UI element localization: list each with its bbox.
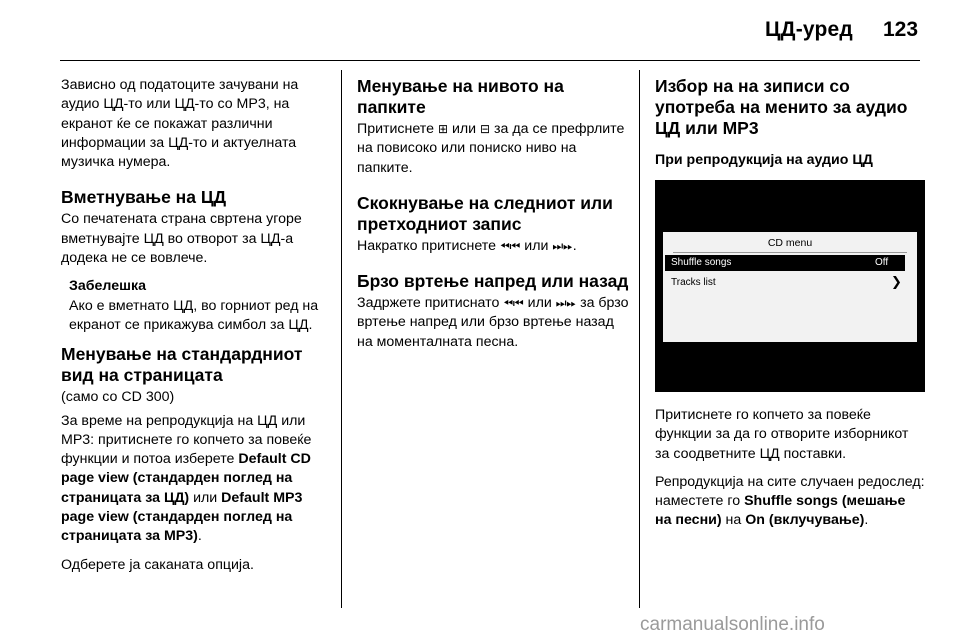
next-track-icon: ⏭︎⏩︎ [552, 238, 573, 253]
random-text-part: Репродукција на сите случаен редослед: наместете го [655, 473, 925, 510]
std-text-part: За време на репродукција на ЦД или MP3: притиснете го копчето за повеќе функции и потоа изберете [61, 412, 312, 468]
folder-or: или [448, 121, 481, 137]
intro-paragraph: Зависно од податоците зачувани на аудио ЦД-то или ЦД-то со MP3, на екранот ќе се покажат различни информации за ЦД-то и актуелната музичка нумера. [61, 77, 299, 171]
skip-track-text [357, 237, 629, 256]
cd-menu-title: CD menu [767, 237, 813, 249]
fast-text-part: Задржете притиснато [357, 295, 504, 312]
std-view-heading: Менување на стандардниот вид на страницата [61, 344, 303, 386]
std-view-subtitle: (само со CD 300) [61, 389, 175, 406]
page-title: ЦД-уред [765, 18, 853, 41]
folder-down-icon: ⊟ [480, 122, 491, 136]
column-1 [61, 76, 333, 584]
insert-cd-heading: Вметнување на ЦД [61, 187, 227, 208]
skip-text-part: Накратко притиснете [357, 237, 500, 254]
watermark: carmanualsonline.info [640, 614, 825, 635]
column-divider-2 [639, 70, 640, 608]
audio-cd-playback-heading: При репродукција на аудио ЦД [655, 152, 873, 168]
folder-text-part: Притиснете [357, 121, 438, 137]
folder-level-heading: Менување на нивото на папките [357, 76, 564, 117]
cd-menu-screenshot [655, 180, 925, 392]
column-2 [357, 76, 629, 361]
skip-track-heading: Скокнување на следниот или претходниот запис [357, 192, 613, 234]
previous-track-icon: ⏪︎⏮︎ [499, 238, 521, 253]
on-option: On (вклучување) [745, 512, 865, 529]
fast-text-part-2: за брзо вртење напред или брзо вртење назад на моменталната песна. [357, 295, 629, 350]
page-number: 123 [883, 18, 919, 41]
shuffle-songs-value: Off [875, 257, 889, 268]
cd-menu-separator [673, 252, 907, 253]
fast-forward-icon: ⏭︎⏩︎ [555, 296, 577, 311]
chevron-right-icon: ❯ [891, 274, 902, 289]
rewind-icon: ⏪︎⏮︎ [503, 296, 524, 311]
shuffle-songs-row [665, 255, 905, 271]
skip-or: или [520, 237, 553, 254]
std-end: . [197, 528, 202, 545]
folder-text-part-2: за да се префрлите на повисоко или пониско ниво на папките. [357, 121, 625, 176]
column-divider-1 [341, 70, 342, 608]
default-cd-view-option: Default CD page view (стандарден поглед на страницата за ЦД) [61, 451, 311, 506]
shuffle-songs-option: Shuffle songs (мешање на песни) [655, 493, 906, 529]
shuffle-songs-label: Shuffle songs [671, 257, 732, 268]
std-or: или [189, 489, 222, 506]
choose-option-text: Одберете ја саканата опција. [61, 556, 254, 573]
column-3 [655, 76, 925, 540]
note-text: Ако е вметнато ЦД, во горниот ред на екранот се прикажува симбол за ЦД. [69, 297, 319, 333]
std-view-text [61, 412, 333, 547]
folder-level-text [357, 120, 629, 178]
tracks-list-label: Tracks list [671, 277, 716, 288]
note-block [69, 277, 333, 335]
folder-up-icon: ⊞ [437, 122, 449, 136]
random-end: . [864, 512, 869, 529]
note-title: Забелешка [69, 278, 146, 295]
fast-or: или [523, 295, 556, 312]
press-button-text: Притиснете го копчето за повеќе функции за да го отворите изборникот за соодветните ЦД поставки. [655, 407, 909, 462]
cd-menu-panel [663, 232, 917, 342]
random-on: на [721, 512, 746, 529]
random-play-text [655, 473, 925, 531]
insert-cd-text: Со печатената страна свртена угоре вметнувајте ЦД во отворот за ЦД-а додека не се вовлече. [61, 211, 302, 267]
fast-wind-heading: Брзо вртење напред или назад [357, 271, 629, 292]
tracks-list-row [665, 275, 909, 291]
skip-end: . [572, 237, 577, 254]
default-mp3-view-option: Default MP3 page view (стандарден поглед на страницата за MP3) [61, 489, 303, 545]
header-divider [60, 60, 920, 61]
fast-wind-text [357, 294, 629, 352]
page-header [0, 0, 960, 62]
track-selection-heading: Избор на на зиписи со употреба на менито за аудио ЦД или MP3 [655, 76, 908, 138]
